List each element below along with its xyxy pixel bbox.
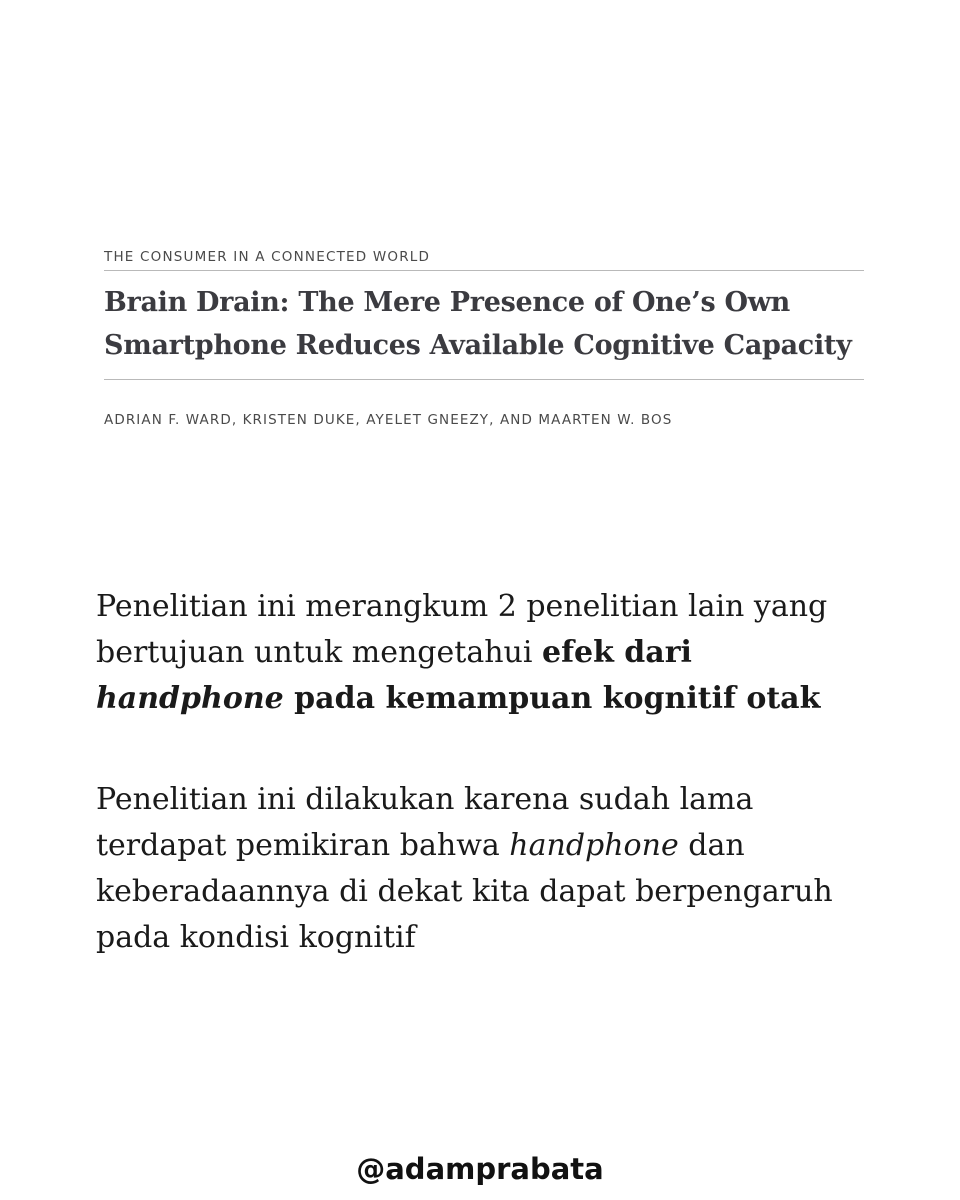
reason-line-2 bbox=[96, 823, 896, 869]
summary-paragraph bbox=[96, 584, 896, 722]
reason-line-4: pada kondisi kognitif bbox=[96, 920, 416, 955]
paper-title bbox=[104, 271, 864, 379]
reason-line-2-end: dan bbox=[678, 828, 745, 863]
summary-line-2-bold: efek dari bbox=[541, 635, 692, 670]
summary-line-3 bbox=[96, 676, 896, 722]
reason-line-2-plain: terdapat pemikiran bahwa bbox=[96, 828, 510, 863]
paper-title-line-1: Brain Drain: The Mere Presence of One’s Own bbox=[104, 287, 790, 318]
reason-paragraph bbox=[96, 777, 896, 961]
paper-authors: ADRIAN F. WARD, KRISTEN DUKE, AYELET GNEEZY, AND MAARTEN W. BOS bbox=[104, 412, 673, 428]
author-handle: @adamprabata bbox=[356, 1152, 604, 1186]
bottom-divider bbox=[104, 379, 864, 380]
summary-line-1: Penelitian ini merangkum 2 penelitian lain yang bbox=[96, 589, 828, 624]
summary-line-2-plain: bertujuan untuk mengetahui bbox=[96, 635, 542, 670]
paper-title-line-2: Smartphone Reduces Available Cognitive Capacity bbox=[104, 330, 852, 361]
reason-line-3: keberadaannya di dekat kita dapat berpengaruh bbox=[96, 874, 833, 909]
section-label: THE CONSUMER IN A CONNECTED WORLD bbox=[104, 249, 431, 265]
summary-line-2 bbox=[96, 630, 896, 676]
summary-line-3-bold: pada kemampuan kognitif otak bbox=[283, 681, 821, 716]
paper-header bbox=[104, 248, 864, 428]
reason-line-2-italic: handphone bbox=[509, 828, 679, 863]
reason-line-1: Penelitian ini dilakukan karena sudah lama bbox=[96, 782, 754, 817]
summary-line-3-bold-italic: handphone bbox=[96, 681, 284, 716]
